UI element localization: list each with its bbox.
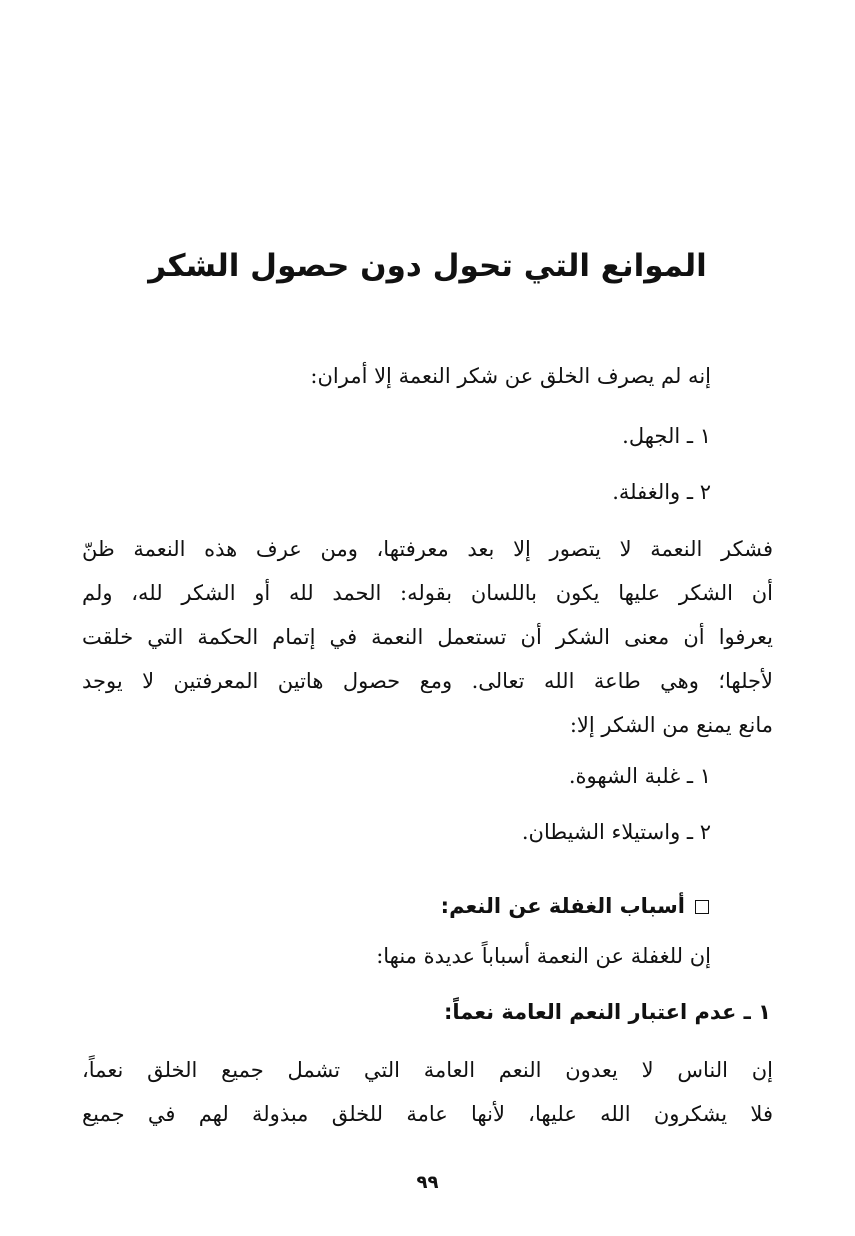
paragraph-line: لأجلها؛ وهي طاعة الله تعالى. ومع حصول هاتين المعرفتين لا يوجد [82,669,773,693]
subheading: ١ ـ عدم اعتبار النعم العامة نعماً: [443,1000,771,1024]
paragraph-line: يعرفوا أن معنى الشكر أن تستعمل النعمة في إتمام الحكمة التي خلقت [82,625,773,649]
section-heading [82,886,709,926]
section-intro: إن للغفلة عن النعمة أسباباً عديدة منها: [376,944,711,968]
section-body-line: فلا يشكرون الله عليها، لأنها عامة للخلق مبذولة لهم في جميع [82,1102,773,1126]
obstacle-item: ١ ـ غلبة الشهوة. [568,764,711,788]
square-bullet-icon [695,900,709,914]
section-heading-text: أسباب الغفلة عن النعم: [440,894,685,918]
reason-item: ١ ـ الجهل. [622,424,711,448]
reason-item: ٢ ـ والغفلة. [612,480,711,504]
paragraph-line: أن الشكر عليها يكون باللسان بقوله: الحمد لله أو الشكر لله، ولم [82,581,773,605]
section-body-line: إن الناس لا يعدون النعم العامة التي تشمل جميع الخلق نعماً، [82,1058,773,1082]
page-number: ٩٩ [416,1172,439,1193]
page-title: الموانع التي تحول دون حصول الشكر [148,248,707,284]
obstacle-item: ٢ ـ واستيلاء الشيطان. [521,820,711,844]
paragraph-line: مانع يمنع من الشكر إلا: [569,713,773,737]
paragraph-line: فشكر النعمة لا يتصور إلا بعد معرفتها، ومن عرف هذه النعمة ظنّ [82,537,773,561]
intro-text: إنه لم يصرف الخلق عن شكر النعمة إلا أمران: [310,364,711,388]
